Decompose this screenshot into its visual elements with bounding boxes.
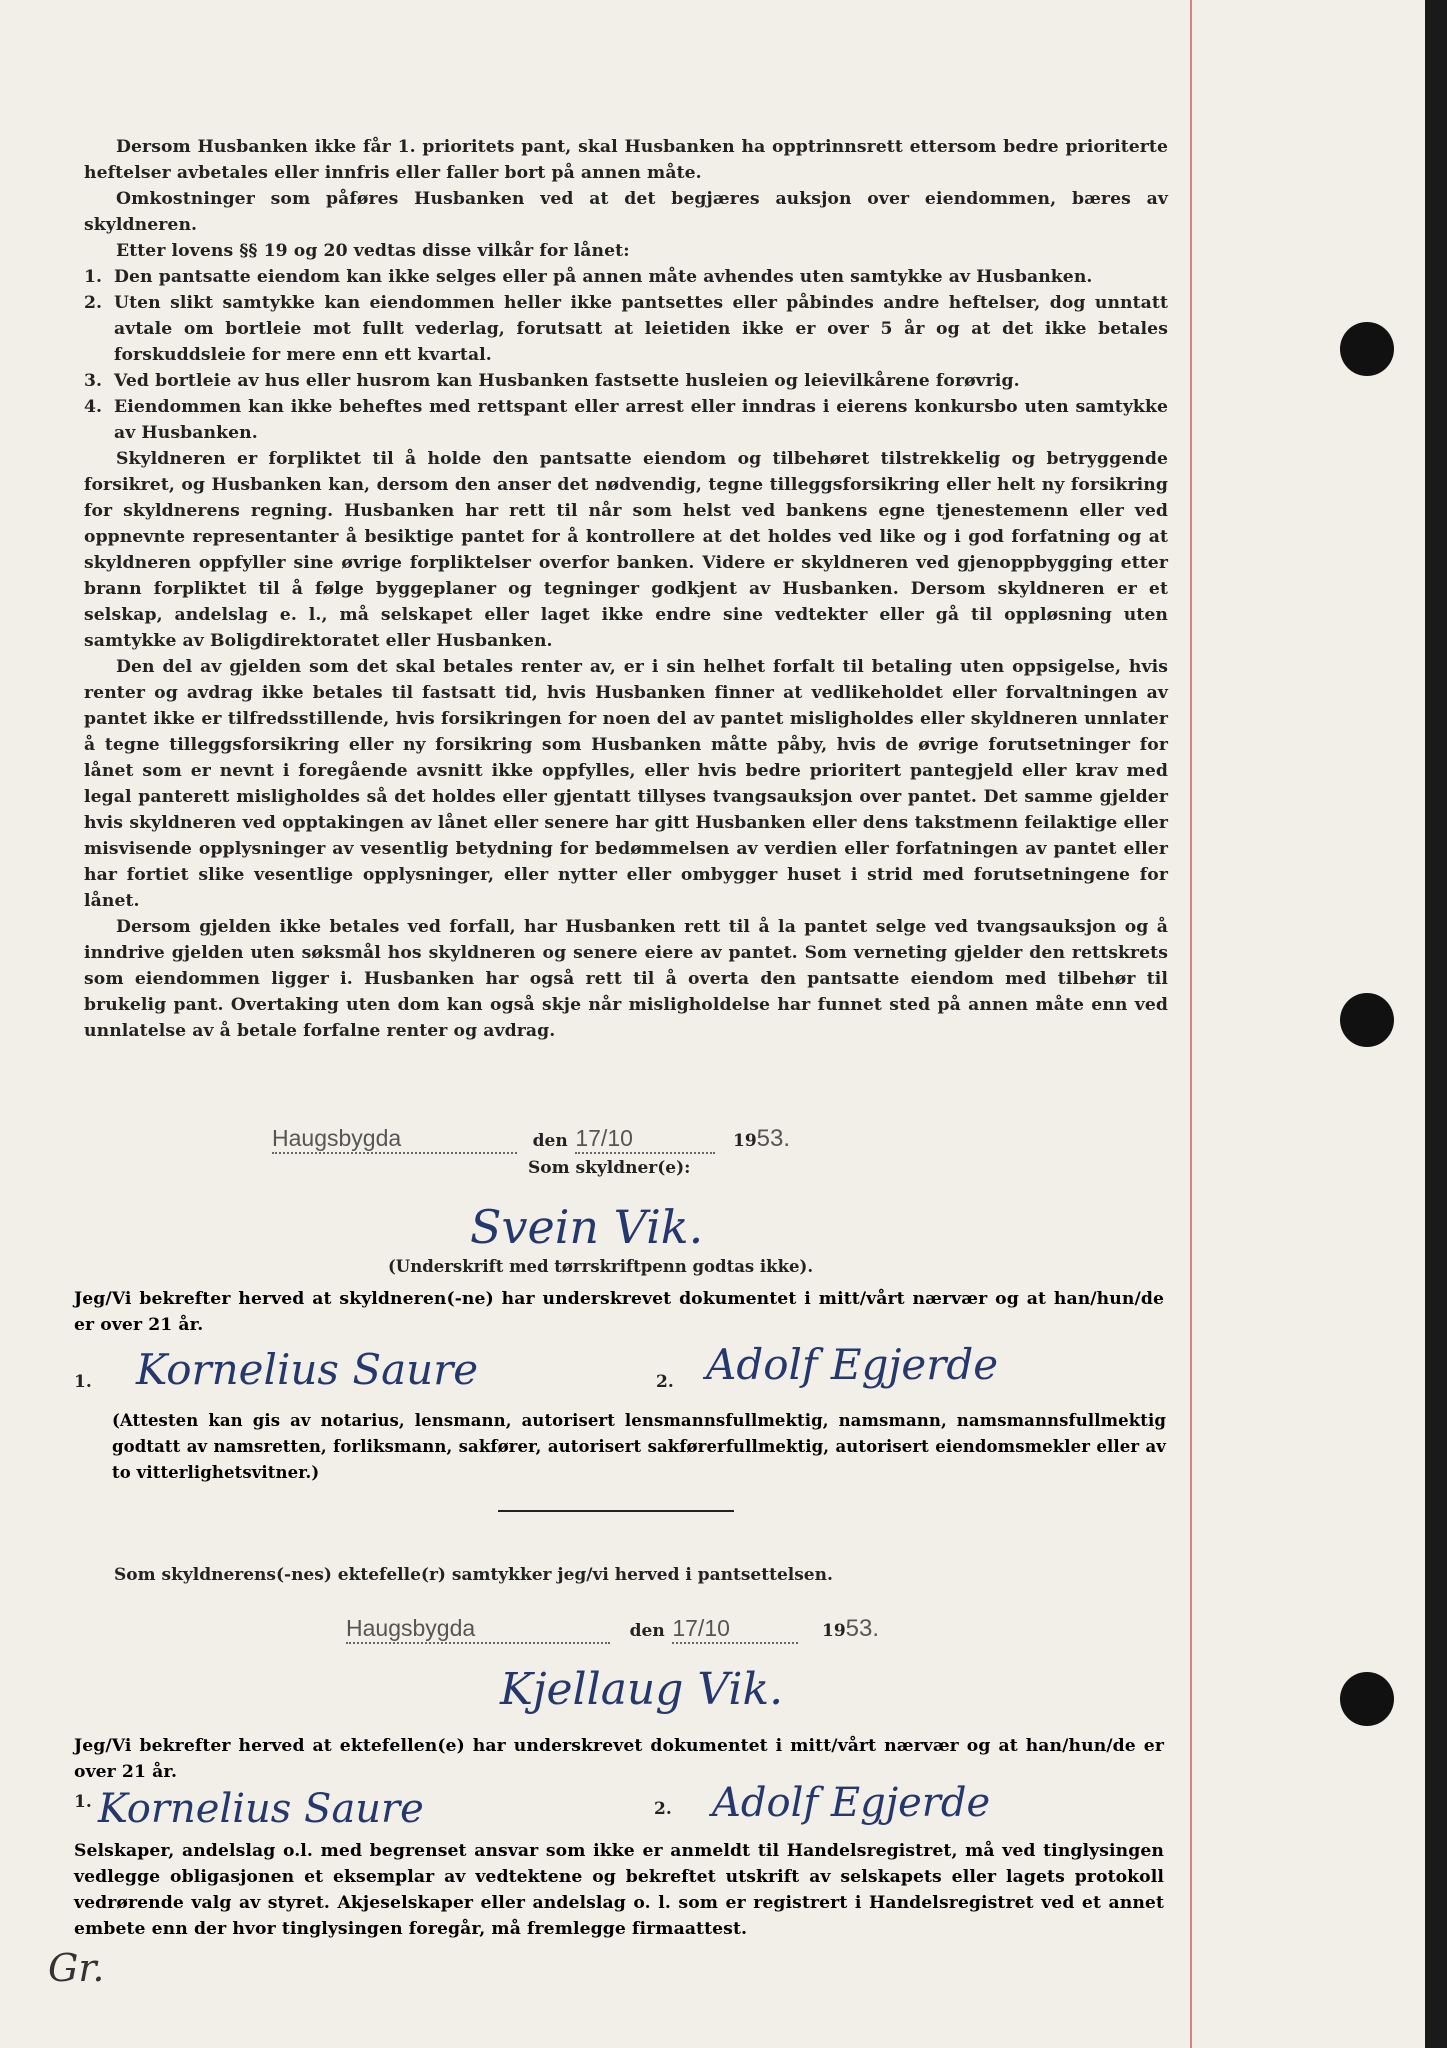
spouse-consent-text: Som skyldnerens(-nes) ektefelle(r) samtykker jeg/vi herved i pantsettelsen. xyxy=(114,1565,833,1585)
condition-item xyxy=(84,394,1168,446)
debtor-place: Haugsbygda xyxy=(272,1125,517,1154)
debtor-role-label: Som skyldner(e): xyxy=(528,1158,691,1178)
condition-item xyxy=(84,290,1168,368)
den-label: den xyxy=(629,1621,665,1641)
spouse-place-date-line xyxy=(346,1614,986,1644)
condition-item xyxy=(84,368,1168,394)
witness1-signature: Kornelius Saure xyxy=(136,1345,479,1394)
punch-hole xyxy=(1340,322,1394,376)
footer-registration-note: Selskaper, andelslag o.l. med begrenset ansvar som ikke er anmeldt til Handelsregistret, må ved tinglysingen vedlegge obligasjonen et eksemplar av vedtektene og bekreftet utskrift av selskapets eller lagets protokoll vedrørende valg av styret. Akjeselskaper eller andelslag o. l. som er registrert i Handelsregistret ved et annet embete enn der hvor tinglysingen foregår, må fremlegge firmaattest. xyxy=(74,1841,1164,1939)
condition-item xyxy=(84,264,1168,290)
witness2-signature: Adolf Egjerde xyxy=(706,1340,999,1389)
witness2-number: 2. xyxy=(656,1372,674,1392)
witness1-signature: Kornelius Saure xyxy=(98,1786,424,1832)
condition-text: Uten slikt samtykke kan eiendommen heller ikke pantsettes eller påbindes andre heftelser, dog unntatt avtale om bortleie mot fullt vederlag, forutsatt at leietiden ikke er over 5 år og at det ikke betales forskuddsleie for mere enn ett kvartal. xyxy=(114,293,1168,365)
spouse-attestation-text: Jeg/Vi bekrefter herved at ektefellen(e) har underskrevet dokumentet i mitt/vårt nærvær og at han/hun/de er over 21 år. xyxy=(74,1736,1164,1782)
spouse-place: Haugsbygda xyxy=(346,1615,610,1644)
witness2-number: 2. xyxy=(654,1799,672,1819)
year-prefix: 19 xyxy=(732,1131,757,1151)
initials: Gr. xyxy=(48,1946,105,1990)
witness-note: (Attesten kan gis av notarius, lensmann, autorisert lensmannsfullmektig, namsmann, namsmannsfullmektig godtatt av namsretten, forliksmann, sakfører, autorisert sakførerfullmektig, autorisert eiendomsmekler eller av to vitterlighetsvitner.) xyxy=(112,1411,1166,1482)
paragraph-conditions-intro: Etter lovens §§ 19 og 20 vedtas disse vilkår for lånet: xyxy=(116,241,630,261)
year-prefix: 19 xyxy=(821,1621,846,1641)
paragraph-insurance: Skyldneren er forpliktet til å holde den pantsatte eiendom og tilbehøret tilstrekkelig og betryggende forsikret, og Husbanken kan, dersom den anser det nødvendig, tegne tilleggsforsikring eller helt ny forsikring for skyldnerens regning. Husbanken har rett til når som helst ved bankens egne tjenestemenn eller ved oppnevnte representanter å besiktige pantet for å kontrollere at det holdes ved like og i god forfatning og at skyldneren oppfyller sine øvrige forpliktelser overfor banken. Videre er skyldneren ved gjenoppbygging etter brann forpliktet til å følge byggeplaner og tegninger godkjent av Husbanken. Dersom skyldneren er et selskap, andelslag e. l., må selskapet eller laget ikke endre sine vedtekter eller gå til oppløsning uten samtykke av Boligdirektoratet eller Husbanken. xyxy=(84,449,1168,651)
paragraph-default: Den del av gjelden som det skal betales renter av, er i sin helhet forfalt til betaling uten oppsigelse, hvis renter og avdrag ikke betales til fastsatt tid, hvis Husbanken finner at vedlikeholdet eller forvaltningen av pantet ikke er tilfredsstillende, hvis forsikringen for noen del av pantet misligholdes eller skyldneren unnlater å tegne tilleggsforsikring eller ny forsikring som Husbanken måtte påby, hvis de øvrige forutsetninger for lånet som er nevnt i foregående avsnitt ikke oppfylles, eller hvis bedre prioritert pantegjeld eller krav med legal panterett misligholdes så det holdes eller gjentatt tillyses tvangsauksjon over pantet. Det samme gjelder hvis skyldneren ved opptakingen av lånet eller senere har gitt Husbanken eller dens takstmenn feilaktige eller misvisende opplysninger av vesentlig betydning for bedømmelsen av verdien eller forfatningen av pantet eller har fortiet slike vesentlige opplysninger, eller nytter eller ombygger huset i strid med forutsetningene for lånet. xyxy=(84,657,1168,911)
condition-number: 3. xyxy=(84,371,103,391)
paragraph-costs: Omkostninger som påføres Husbanken ved at det begjæres auksjon over eiendommen, bæres av skyldneren. xyxy=(84,189,1168,235)
den-label: den xyxy=(532,1131,568,1151)
section-divider xyxy=(498,1510,734,1512)
condition-text: Eiendommen kan ikke beheftes med rettspant eller arrest eller inndras i eierens konkursbo uten samtykke av Husbanken. xyxy=(114,397,1168,443)
margin-line xyxy=(1190,0,1192,2048)
paragraph-enforcement: Dersom gjelden ikke betales ved forfall, har Husbanken rett til å la pantet selge ved tvangsauksjon og å inndrive gjelden uten søksmål hos skyldneren og senere eiere av pantet. Som verneting gjelder den rettskrets som eiendommen ligger i. Husbanken har også rett til å overta den pantsatte eiendom med tilbehør til brukelig pant. Overtaking uten dom kan også skje når misligholdelse har funnet sted på annen måte enn ved unnlatelse av å betale forfalne renter og avdrag. xyxy=(84,917,1168,1041)
punch-hole xyxy=(1340,993,1394,1047)
year-suffix: 53. xyxy=(756,1125,791,1152)
year-suffix: 53. xyxy=(845,1615,880,1642)
debtor-signature: Svein Vik. xyxy=(470,1200,704,1254)
debtor-place-date-line xyxy=(272,1124,992,1154)
paragraph-priority: Dersom Husbanken ikke får 1. prioritets pant, skal Husbanken ha opptrinnsrett ettersom bedre prioriterte heftelser avbetales eller innfris eller faller bort på annen måte. xyxy=(84,137,1168,183)
condition-number: 2. xyxy=(84,293,103,313)
debtor-attestation-text: Jeg/Vi bekrefter herved at skyldneren(-ne) har underskrevet dokumentet i mitt/vårt nærvær og at han/hun/de er over 21 år. xyxy=(74,1289,1164,1335)
spouse-date: 17/10 xyxy=(672,1615,798,1644)
signature-note: (Underskrift med tørrskriftpenn godtas ikke). xyxy=(388,1257,814,1276)
condition-number: 1. xyxy=(84,267,103,287)
terms-section xyxy=(84,134,1168,1044)
debtor-date: 17/10 xyxy=(575,1125,715,1154)
punch-hole xyxy=(1340,1672,1394,1726)
spouse-signature: Kjellaug Vik. xyxy=(500,1664,784,1715)
witness2-signature: Adolf Egjerde xyxy=(712,1780,991,1826)
condition-number: 4. xyxy=(84,397,103,417)
condition-text: Den pantsatte eiendom kan ikke selges eller på annen måte avhendes uten samtykke av Husbanken. xyxy=(114,267,1093,287)
condition-text: Ved bortleie av hus eller husrom kan Husbanken fastsette husleien og leievilkårene forøvrig. xyxy=(114,371,1020,391)
witness1-number: 1. xyxy=(74,1372,92,1392)
witness1-number: 1. xyxy=(74,1792,92,1812)
